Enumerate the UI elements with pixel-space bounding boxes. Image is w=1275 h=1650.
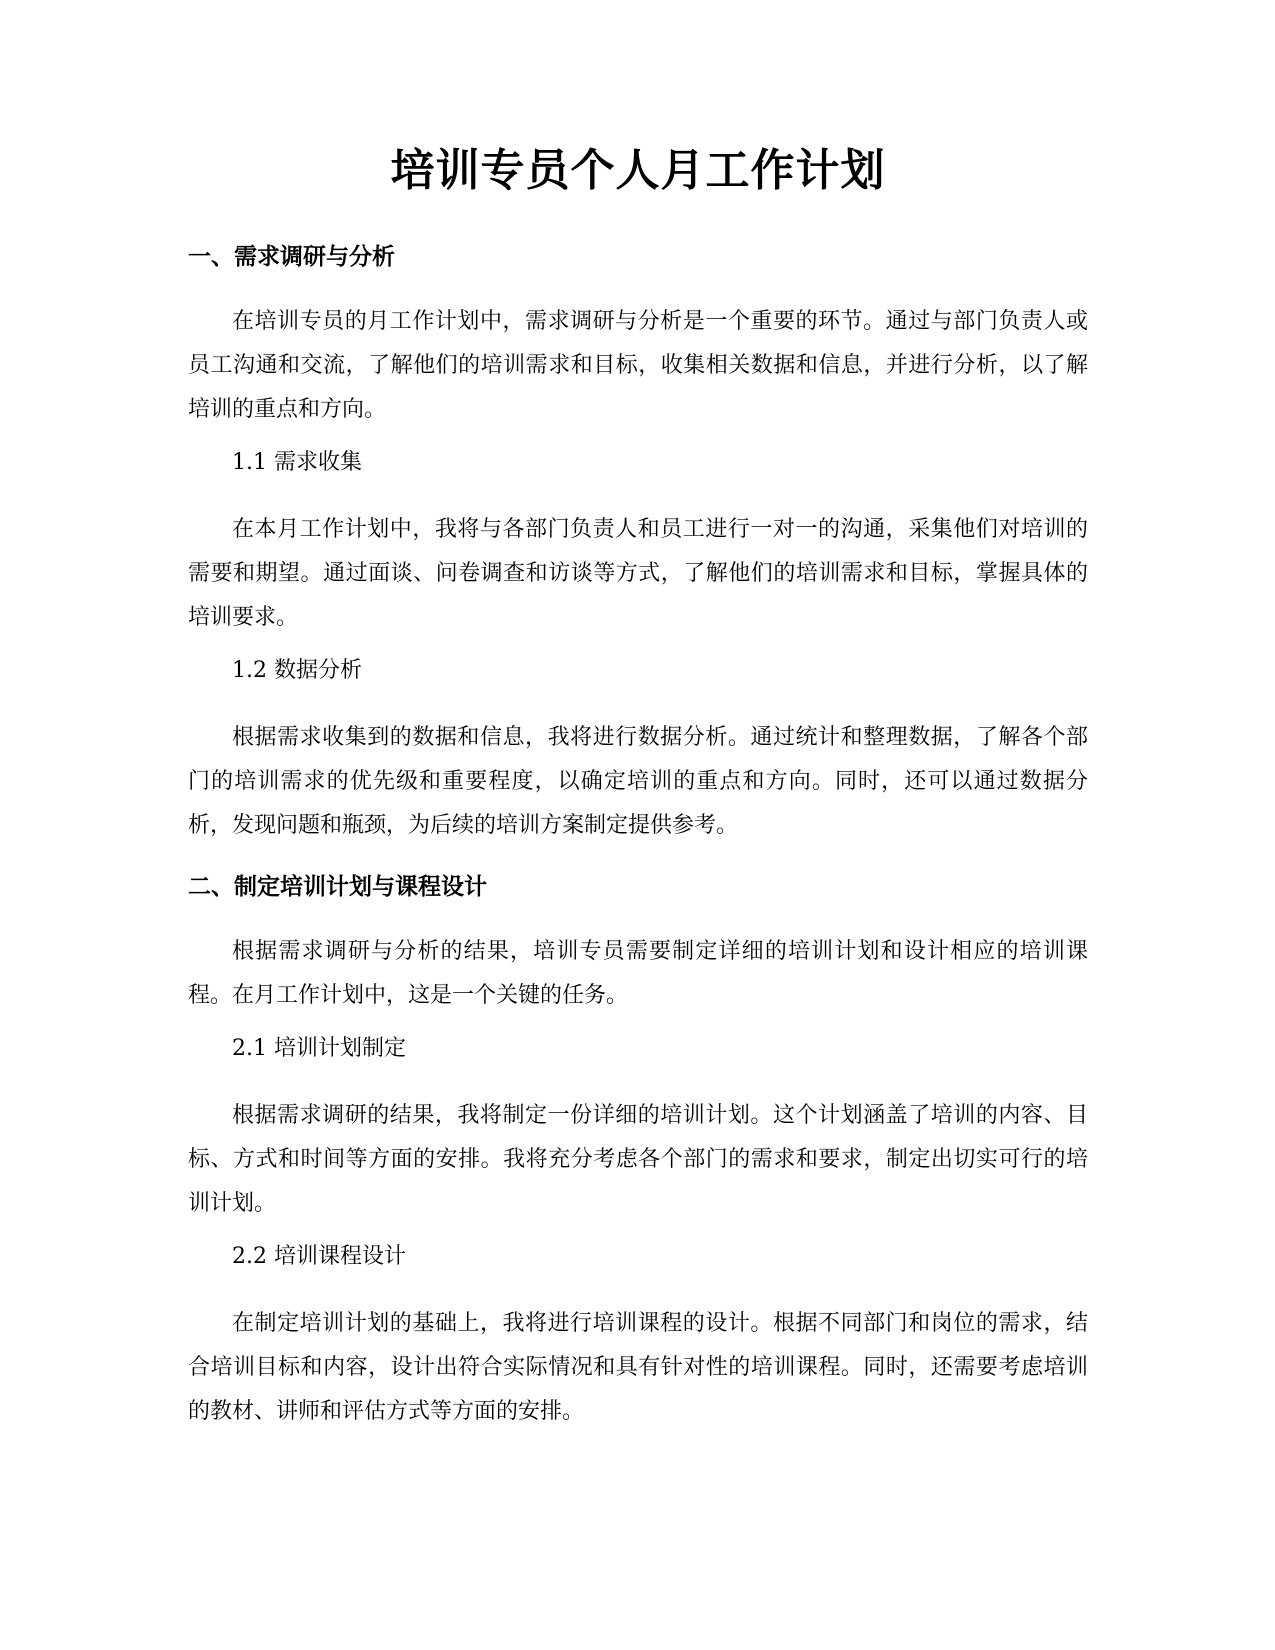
subsection-body: 在制定培训计划的基础上，我将进行培训课程的设计。根据不同部门和岗位的需求，结合培训目标和内容，设计出符合实际情况和具有针对性的培训课程。同时，还需要考虑培训的教材、讲师和评估方式等方面的安排。 [188, 1311, 1088, 1424]
section-intro: 根据需求调研与分析的结果，培训专员需要制定详细的培训计划和设计相应的培训课程。在月工作计划中，这是一个关键的任务。 [188, 939, 1088, 1008]
section-heading: 一、需求调研与分析 [188, 244, 395, 270]
subsection-body: 根据需求收集到的数据和信息，我将进行数据分析。通过统计和整理数据，了解各个部门的培训需求的优先级和重要程度，以确定培训的重点和方向。同时，还可以通过数据分析，发现问题和瓶颈，为后续的培训方案制定提供参考。 [188, 725, 1088, 838]
section-heading: 二、制定培训计划与课程设计 [188, 874, 487, 900]
document-title: 培训专员个人月工作计划 [390, 145, 886, 196]
subsection-heading: 1.2 数据分析 [232, 658, 362, 683]
subsection-heading: 2.2 培训课程设计 [232, 1244, 406, 1269]
subsection-body: 根据需求调研的结果，我将制定一份详细的培训计划。这个计划涵盖了培训的内容、目标、方式和时间等方面的安排。我将充分考虑各个部门的需求和要求，制定出切实可行的培训计划。 [188, 1103, 1088, 1216]
subsection-heading: 2.1 培训计划制定 [232, 1036, 406, 1061]
subsection-body: 在本月工作计划中，我将与各部门负责人和员工进行一对一的沟通，采集他们对培训的需要和期望。通过面谈、问卷调查和访谈等方式，了解他们的培训需求和目标，掌握具体的培训要求。 [188, 517, 1088, 630]
document-content [188, 140, 1088, 1450]
subsection-heading: 1.1 需求收集 [232, 450, 362, 475]
section-intro: 在培训专员的月工作计划中，需求调研与分析是一个重要的环节。通过与部门负责人或员工沟通和交流，了解他们的培训需求和目标，收集相关数据和信息，并进行分析，以了解培训的重点和方向。 [188, 309, 1088, 422]
